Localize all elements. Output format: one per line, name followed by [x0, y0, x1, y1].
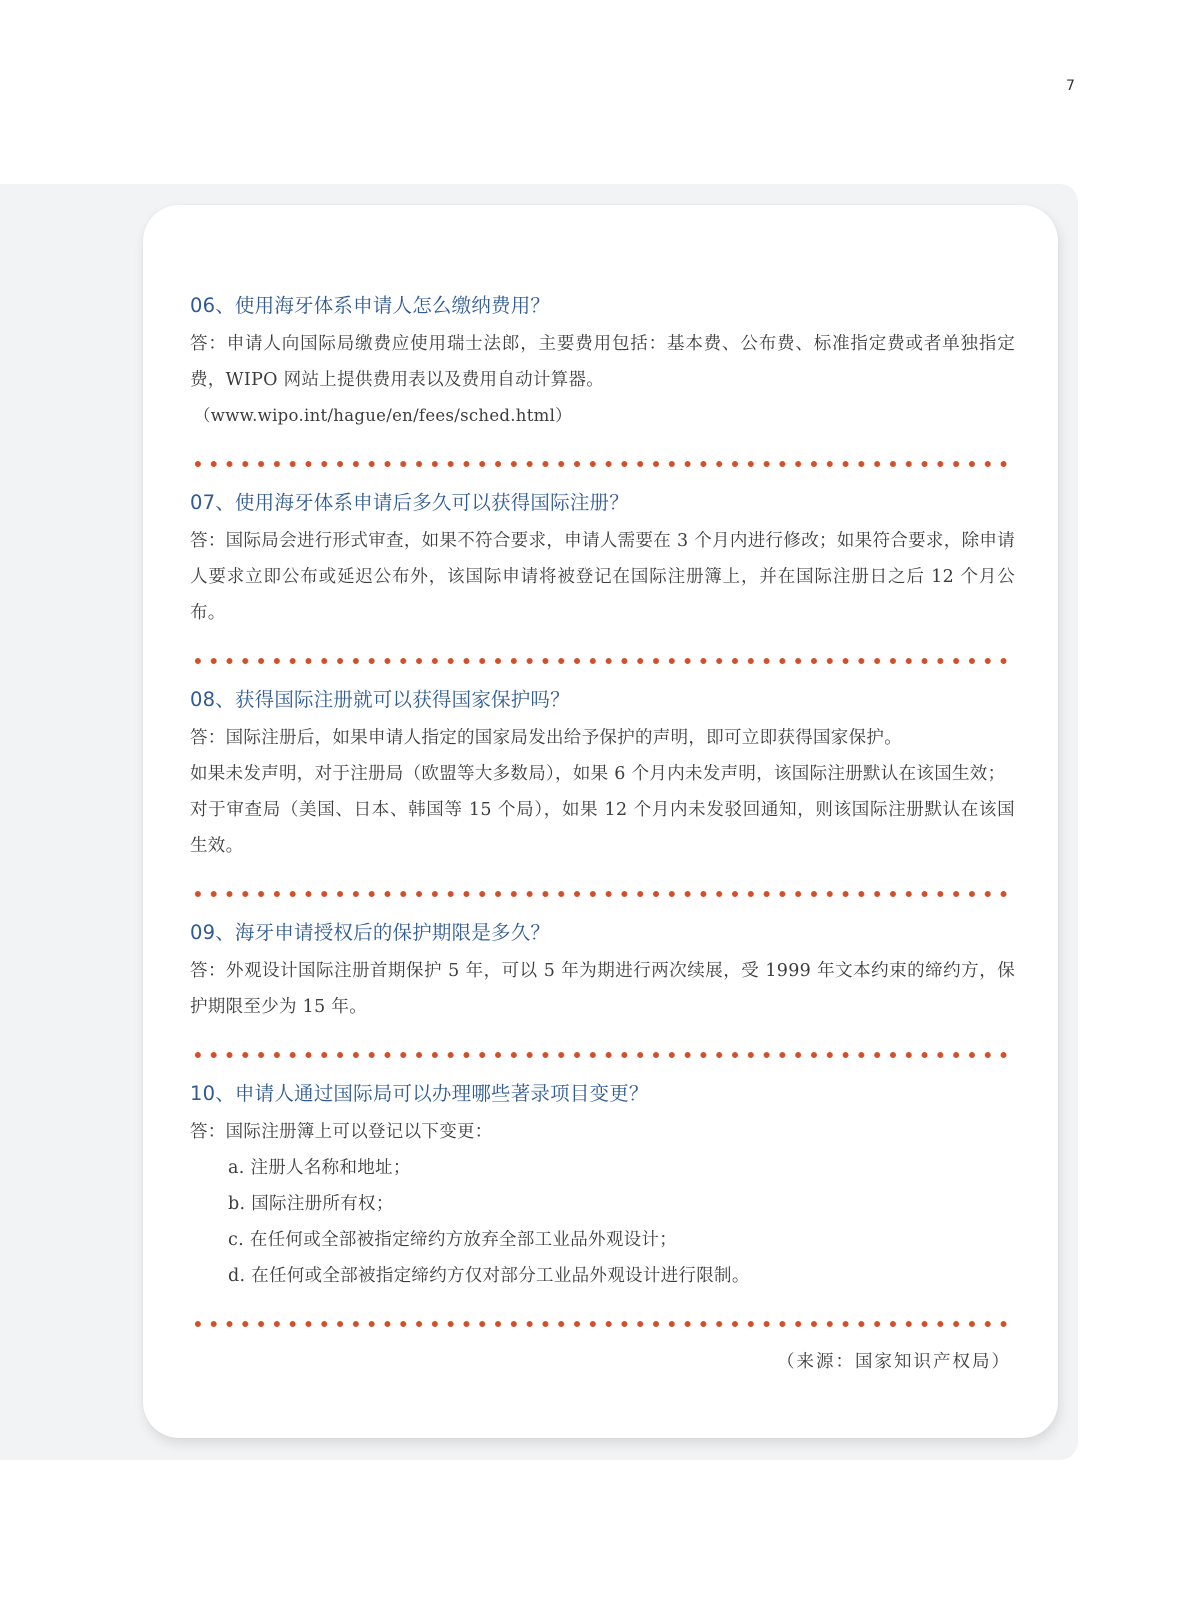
qa-question: 06、使用海牙体系申请人怎么缴纳费用？	[190, 294, 551, 317]
source-note: （来源：国家知识产权局）	[777, 1352, 1011, 1372]
fees-url-text: （www.wipo.int/hague/en/fees/sched.html）	[194, 406, 572, 425]
qa-answer	[190, 953, 1015, 1025]
dotted-divider	[190, 1320, 1015, 1328]
qa-item-07	[190, 488, 1015, 631]
qa-question: 09、海牙申请授权后的保护期限是多久？	[190, 921, 551, 944]
qa-answer	[190, 1114, 1015, 1294]
answer-paragraph: 答：国际注册后，如果申请人指定的国家局发出给予保护的声明，即可立即获得国家保护。	[190, 728, 902, 748]
answer-paragraph: 如果未发声明，对于注册局（欧盟等大多数局），如果 6 个月内未发声明，该国际注册默认在该国生效；	[190, 764, 1006, 784]
qa-item-08	[190, 685, 1015, 864]
answer-paragraph: 对于审查局（美国、日本、韩国等 15 个局），如果 12 个月内未发驳回通知，则该国际注册默认在该国生效。	[190, 800, 1015, 856]
qa-answer	[190, 720, 1015, 864]
list-item: b. 国际注册所有权；	[228, 1194, 394, 1214]
dotted-divider	[190, 1051, 1015, 1059]
page-number: 7	[1066, 78, 1075, 94]
qa-question: 08、获得国际注册就可以获得国家保护吗？	[190, 688, 570, 711]
qa-item-10	[190, 1079, 1015, 1294]
qa-answer	[190, 326, 1015, 434]
answer-paragraph: 答：国际局会进行形式审查，如果不符合要求，申请人需要在 3 个月内进行修改；如果符合要求，除申请人要求立即公布或延迟公布外，该国际申请将被登记在国际注册簿上，并在国际注册日之后 12 个月公布。	[190, 531, 1015, 623]
qa-question: 10、申请人通过国际局可以办理哪些著录项目变更？	[190, 1082, 649, 1105]
qa-item-09	[190, 918, 1015, 1025]
qa-content	[190, 291, 1015, 1373]
answer-paragraph: 答：国际注册簿上可以登记以下变更：	[190, 1122, 493, 1142]
list-item: d. 在任何或全部被指定缔约方仅对部分工业品外观设计进行限制。	[228, 1266, 750, 1286]
list-item: a. 注册人名称和地址；	[228, 1158, 411, 1178]
list-item: c. 在任何或全部被指定缔约方放弃全部工业品外观设计；	[228, 1230, 678, 1250]
dotted-divider	[190, 460, 1015, 468]
dotted-divider	[190, 890, 1015, 898]
qa-answer	[190, 523, 1015, 631]
answer-paragraph: 答：外观设计国际注册首期保护 5 年，可以 5 年为期进行两次续展，受 1999 年文本约束的缔约方，保护期限至少为 15 年。	[190, 961, 1015, 1017]
dotted-divider	[190, 657, 1015, 665]
qa-item-06	[190, 291, 1015, 434]
answer-paragraph: 答：申请人向国际局缴费应使用瑞士法郎，主要费用包括：基本费、公布费、标准指定费或者单独指定费，WIPO 网站上提供费用表以及费用自动计算器。	[190, 334, 1015, 390]
qa-question: 07、使用海牙体系申请后多久可以获得国际注册？	[190, 491, 629, 514]
